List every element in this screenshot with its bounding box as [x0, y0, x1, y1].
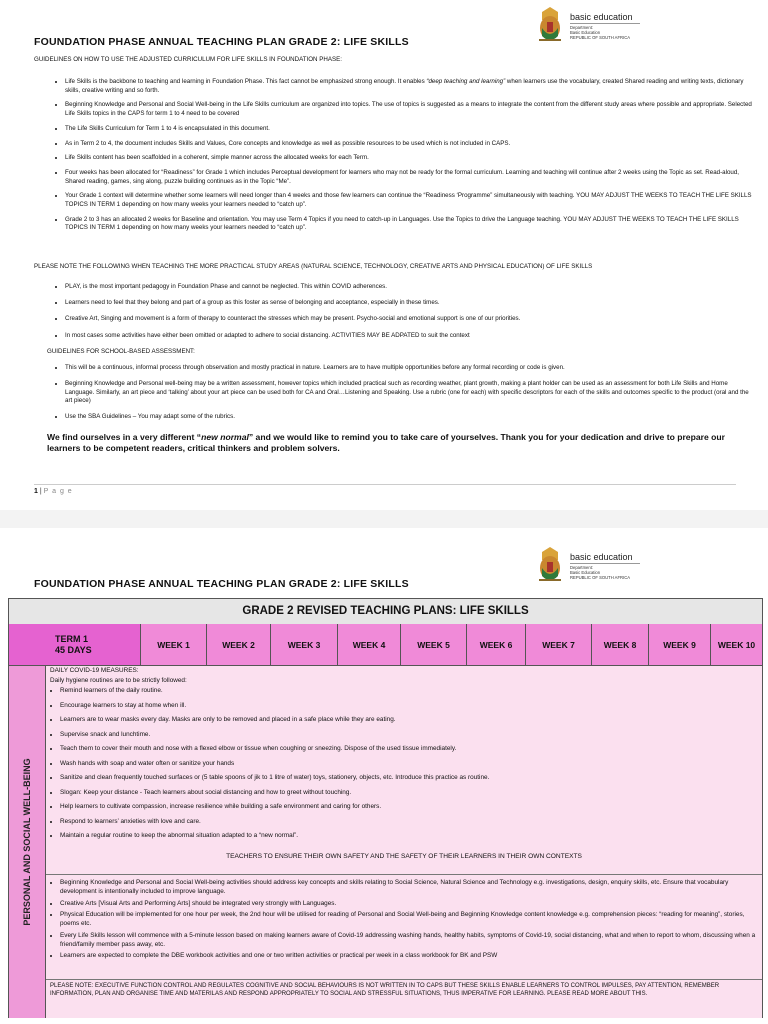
coat-of-arms-icon: [536, 546, 564, 584]
guidelines-list: [38, 78, 755, 239]
logo-country: REPUBLIC OF SOUTH AFRICA: [570, 575, 631, 580]
logo-dept: Department:: [570, 25, 594, 30]
table-header-row: [9, 624, 762, 666]
term-label: TERM 1: [55, 633, 89, 644]
covid-list: [50, 686, 760, 846]
teaching-plan-table: [8, 598, 763, 1018]
list-item: • Slogan: Keep your distance - Teach learners about social distancing and how to greet without touching.: [60, 788, 760, 798]
page-title: FOUNDATION PHASE ANNUAL TEACHING PLAN GRADE 2: LIFE SKILLS: [34, 36, 409, 48]
closing-message: [47, 432, 727, 454]
list-item: • Every Life Skills lesson will commence with a 5-minute lesson based on making learners aware of Covid-19 addressing washing hands, healthy habits, symptoms of Covid-19, social distancing, what and when to report to whom, discussing when a friend/family member pass away, etc.: [60, 931, 764, 949]
list-item: • Learners are expected to complete the DBE workbook activities and one or two written activities or practical per week in a class workbook for BK and PSW: [60, 951, 764, 960]
list-item: • Help learners to cultivate compassion, increase resilience while building a safe environment and caring for others.: [60, 802, 760, 812]
week-header: WEEK 1: [141, 624, 207, 666]
logo-rule: [570, 563, 640, 564]
list-item: • Use the SBA Guidelines – You may adapt some of the rubrics.: [65, 413, 755, 422]
list-item: • The Life Skills Curriculum for Term 1 to 4 is encapsulated in this document.: [65, 125, 755, 134]
list-item: • Wash hands with soap and water often or sanitize your hands: [60, 759, 760, 769]
list-item: • Life Skills is the backbone to teaching and learning in Foundation Phase. This fact cannot be emphasized strong enough. It enables “deep teaching and learning” when learners use the vocabulary, created Shared reading and writing texts, dictionary skills, creative writing and so forth.: [65, 78, 755, 95]
logo-title: basic education: [570, 552, 633, 562]
page-number-value: 1: [34, 488, 38, 495]
week-header: WEEK 10: [711, 624, 762, 666]
list-item: • Creative Arts [Visual Arts and Performing Arts] should be integrated very strongly with Languages.: [60, 899, 764, 908]
page-gap: [0, 510, 768, 528]
content-cell: [46, 666, 762, 1018]
practical-note: PLEASE NOTE THE FOLLOWING WHEN TEACHING THE MORE PRACTICAL STUDY AREAS (NATURAL SCIENCE, TECHNOLOGY, CREATIVE ARTS AND PHYSICAL EDUCATION) OF LIFE SKILLS: [34, 263, 593, 270]
logo-country: REPUBLIC OF SOUTH AFRICA: [570, 35, 631, 40]
dbe-logo: [536, 544, 646, 588]
teachers-safety-line: TEACHERS TO ENSURE THEIR OWN SAFETY AND THE SAFETY OF THEIR LEARNERS IN THEIR OWN CONTEXTS: [226, 853, 582, 860]
page-number: 1 | P a g e: [34, 488, 73, 495]
list-item: • Four weeks has been allocated for “Readiness” for Grade 1 which includes Perceptual development for learners who may not be ready for the formal curriculum. Learning and teaching will continue after 2 weeks using the Topic as set. Read-aloud, Shared reading, games, sing along, puzzle building continues as in the Topic “Me”.: [65, 169, 755, 186]
footer-rule: [34, 484, 736, 485]
page-2: [0, 528, 768, 1024]
list-item: • In most cases some activities have either been omitted or adapted to adhere to social distancing. ACTIVITIES MAY BE ADPATED to suit the context: [65, 332, 755, 341]
list-item: • Creative Art, Singing and movement is a form of therapy to counteract the stresses which may be present. Psycho-social and emotional support is one of our priorities.: [65, 315, 755, 324]
list-item: • Life Skills content has been scaffolded in a coherent, simple manner across the allocated weeks for each Term.: [65, 154, 755, 163]
list-item: • Encourage learners to stay at home when ill.: [60, 701, 760, 711]
week-header: WEEK 2: [207, 624, 271, 666]
list-item: • Your Grade 1 context will determine whether some learners will need longer than 4 weeks and those few learners can continue the “Readiness ‘Programme” simultaneously with teaching. YOU MAY ADJUST THE WEEKS TO TEACH THE LIFE SKILLS TOPICS IN TERM 1 depending on how many weeks your learners needed to “catch up”.: [65, 192, 755, 209]
logo-rule: [570, 23, 640, 24]
list-item: • Beginning Knowledge and Personal and Social Well-being activities should address key concepts and skills relating to Social Science, Natural Science and Technology e.g. investigations, design, enquiry skills, etc. Ensure that vocabulary development is intentionally included to improve language.: [60, 878, 764, 896]
list-item: • Respond to learners’ anxieties with love and care.: [60, 817, 760, 827]
week-header: WEEK 5: [401, 624, 467, 666]
closing-part: ” and we would like to remind you to take care of yourselves. Thank you for your dedication and drive to prepare our learners to be competent readers, critical thinkers and problem solvers.: [47, 432, 725, 453]
guidelines-heading: GUIDELINES ON HOW TO USE THE ADJUSTED CURRICULUM FOR LIFE SKILLS IN FOUNDATION PHASE:: [34, 56, 342, 63]
divider: [46, 979, 762, 980]
covid-heading: DAILY COVID-19 MEASURES:: [50, 667, 139, 674]
logo-dept-name: Basic Education: [570, 570, 601, 575]
list-item: • Grade 2 to 3 has an allocated 2 weeks for Baseline and orientation. You may use Term 4 Topics if you need to catch-up in Languages. Use the Topics to drive the Language teaching. YOU MAY ADJUST THE WEEKS TO TEACH THE LIFE SKILLS TOPICS IN TERM 1 depending on how many weeks your learners needed to “catch up”.: [65, 216, 755, 233]
list-item: • This will be a continuous, informal process through observation and mostly practical in nature. Learners are to have multiple opportunities before any formal recording or code is given.: [65, 364, 755, 373]
page-title: FOUNDATION PHASE ANNUAL TEACHING PLAN GRADE 2: LIFE SKILLS: [34, 578, 409, 590]
side-label: PERSONAL AND SOCIAL WELL-BEING: [22, 758, 32, 926]
closing-emphasis: new normal: [201, 432, 249, 442]
table-title: GRADE 2 REVISED TEACHING PLANS: LIFE SKILLS: [9, 599, 762, 625]
logo-dept-name: Basic Education: [570, 30, 601, 35]
list-item: • Physical Education will be implemented for one hour per week, the 2nd hour will be utilised for reading of Personal and Social Well-being and Beginning Knowledge content knowledge e.g. comprehension pieces: “reading for meaning”, stories, poems etc.: [60, 910, 764, 928]
list-item: • Maintain a regular routine to keep the abnormal situation adapted to a “new normal”.: [60, 831, 760, 841]
week-header: WEEK 4: [338, 624, 401, 666]
week-header: WEEK 8: [592, 624, 649, 666]
page-1: [0, 0, 768, 510]
list-item: • Beginning Knowledge and Personal and Social Well-being in the Life Skills curriculum are organized into topics. The use of topics is suggested as a means to integrate the content from the different study areas where possible and appropriate. Selected Life Skills topics in the CAPS for term 1 to 4 need to be covered: [65, 101, 755, 118]
practical-list: [38, 283, 755, 348]
list-item: • Sanitize and clean frequently touched surfaces or (5 table spoons of jik to 1 litre of water) toys, stationery, objects, etc. Introduce this practice as routine.: [60, 773, 760, 783]
page-word: P a g e: [43, 488, 73, 495]
week-header: WEEK 3: [271, 624, 338, 666]
covid-subheading: Daily hygiene routines are to be strictly followed:: [50, 677, 187, 684]
list-item: • Beginning Knowledge and Personal well-being may be a written assessment, however topics which included practical such as recording weather, plant growth, making a plant holder can be used as an assessment for both Life Skills and Home Language. Similarly, an art piece and ‘talking’ about your art piece can be used both for CA and Oral…Listening and Speaking. Use a rubric (one for each) with specific descriptors for each of the skills and outcomes specific to the product (oral and the art piece): [65, 380, 755, 406]
sba-heading: GUIDELINES FOR SCHOOL-BASED ASSESSMENT:: [47, 348, 195, 355]
list-item: • PLAY, is the most important pedagogy in Foundation Phase and cannot be neglected. This within COVID adherences.: [65, 283, 755, 292]
list-item: • Remind learners of the daily routine.: [60, 686, 760, 696]
list-item: • Teach them to cover their mouth and nose with a flexed elbow or tissue when coughing or sneezing. Dispose of the used tissue immediately.: [60, 744, 760, 754]
list-item: • As in Term 2 to 4, the document includes Skills and Values, Core concepts and knowledge as well as possible resources to be used which is not included in CAPS.: [65, 140, 755, 149]
dbe-logo: [536, 4, 646, 48]
coat-of-arms-icon: [536, 6, 564, 44]
closing-part: We find ourselves in a very different “: [47, 432, 202, 442]
list-item: • Learners are to wear masks every day. Masks are only to be removed and placed in a safe place while they are eating.: [60, 715, 760, 725]
divider: [46, 874, 762, 875]
logo-dept: Department:: [570, 565, 594, 570]
side-label-cell: [9, 666, 46, 1018]
list-item: • Supervise snack and lunchtime.: [60, 730, 760, 740]
logo-title: basic education: [570, 12, 633, 22]
week-header: WEEK 6: [467, 624, 526, 666]
week-header: WEEK 9: [649, 624, 711, 666]
term-header: [9, 624, 141, 666]
please-note: PLEASE NOTE: EXECUTIVE FUNCTION CONTROL AND REGULATES COGNITIVE AND SOCIAL BEHAVIOURS IS NOT WRITTEN IN TO CAPS BUT THESE SKILLS ENABLE LEARNERS TO CONTROL IMPULSES, PAY ATTENTION, REMEMBER INFORMATION, PLAN AND ORGANISE TIME AND MATERILAS AND RESPOND APPROPRIATELY TO SOCIAL AND STRESSFUL SITUATIONS, THUS IMPERATIVE FOR LEARNING. PLEASE READ MORE ABOUT THIS.: [50, 983, 720, 997]
list-item: • Learners need to feel that they belong and part of a group as this foster as sense of belonging and acceptance, especially in these times.: [65, 299, 755, 308]
week-header: WEEK 7: [526, 624, 592, 666]
sba-list: [38, 364, 755, 429]
days-label: 45 DAYS: [55, 644, 92, 655]
bk-psw-list: [50, 878, 764, 963]
